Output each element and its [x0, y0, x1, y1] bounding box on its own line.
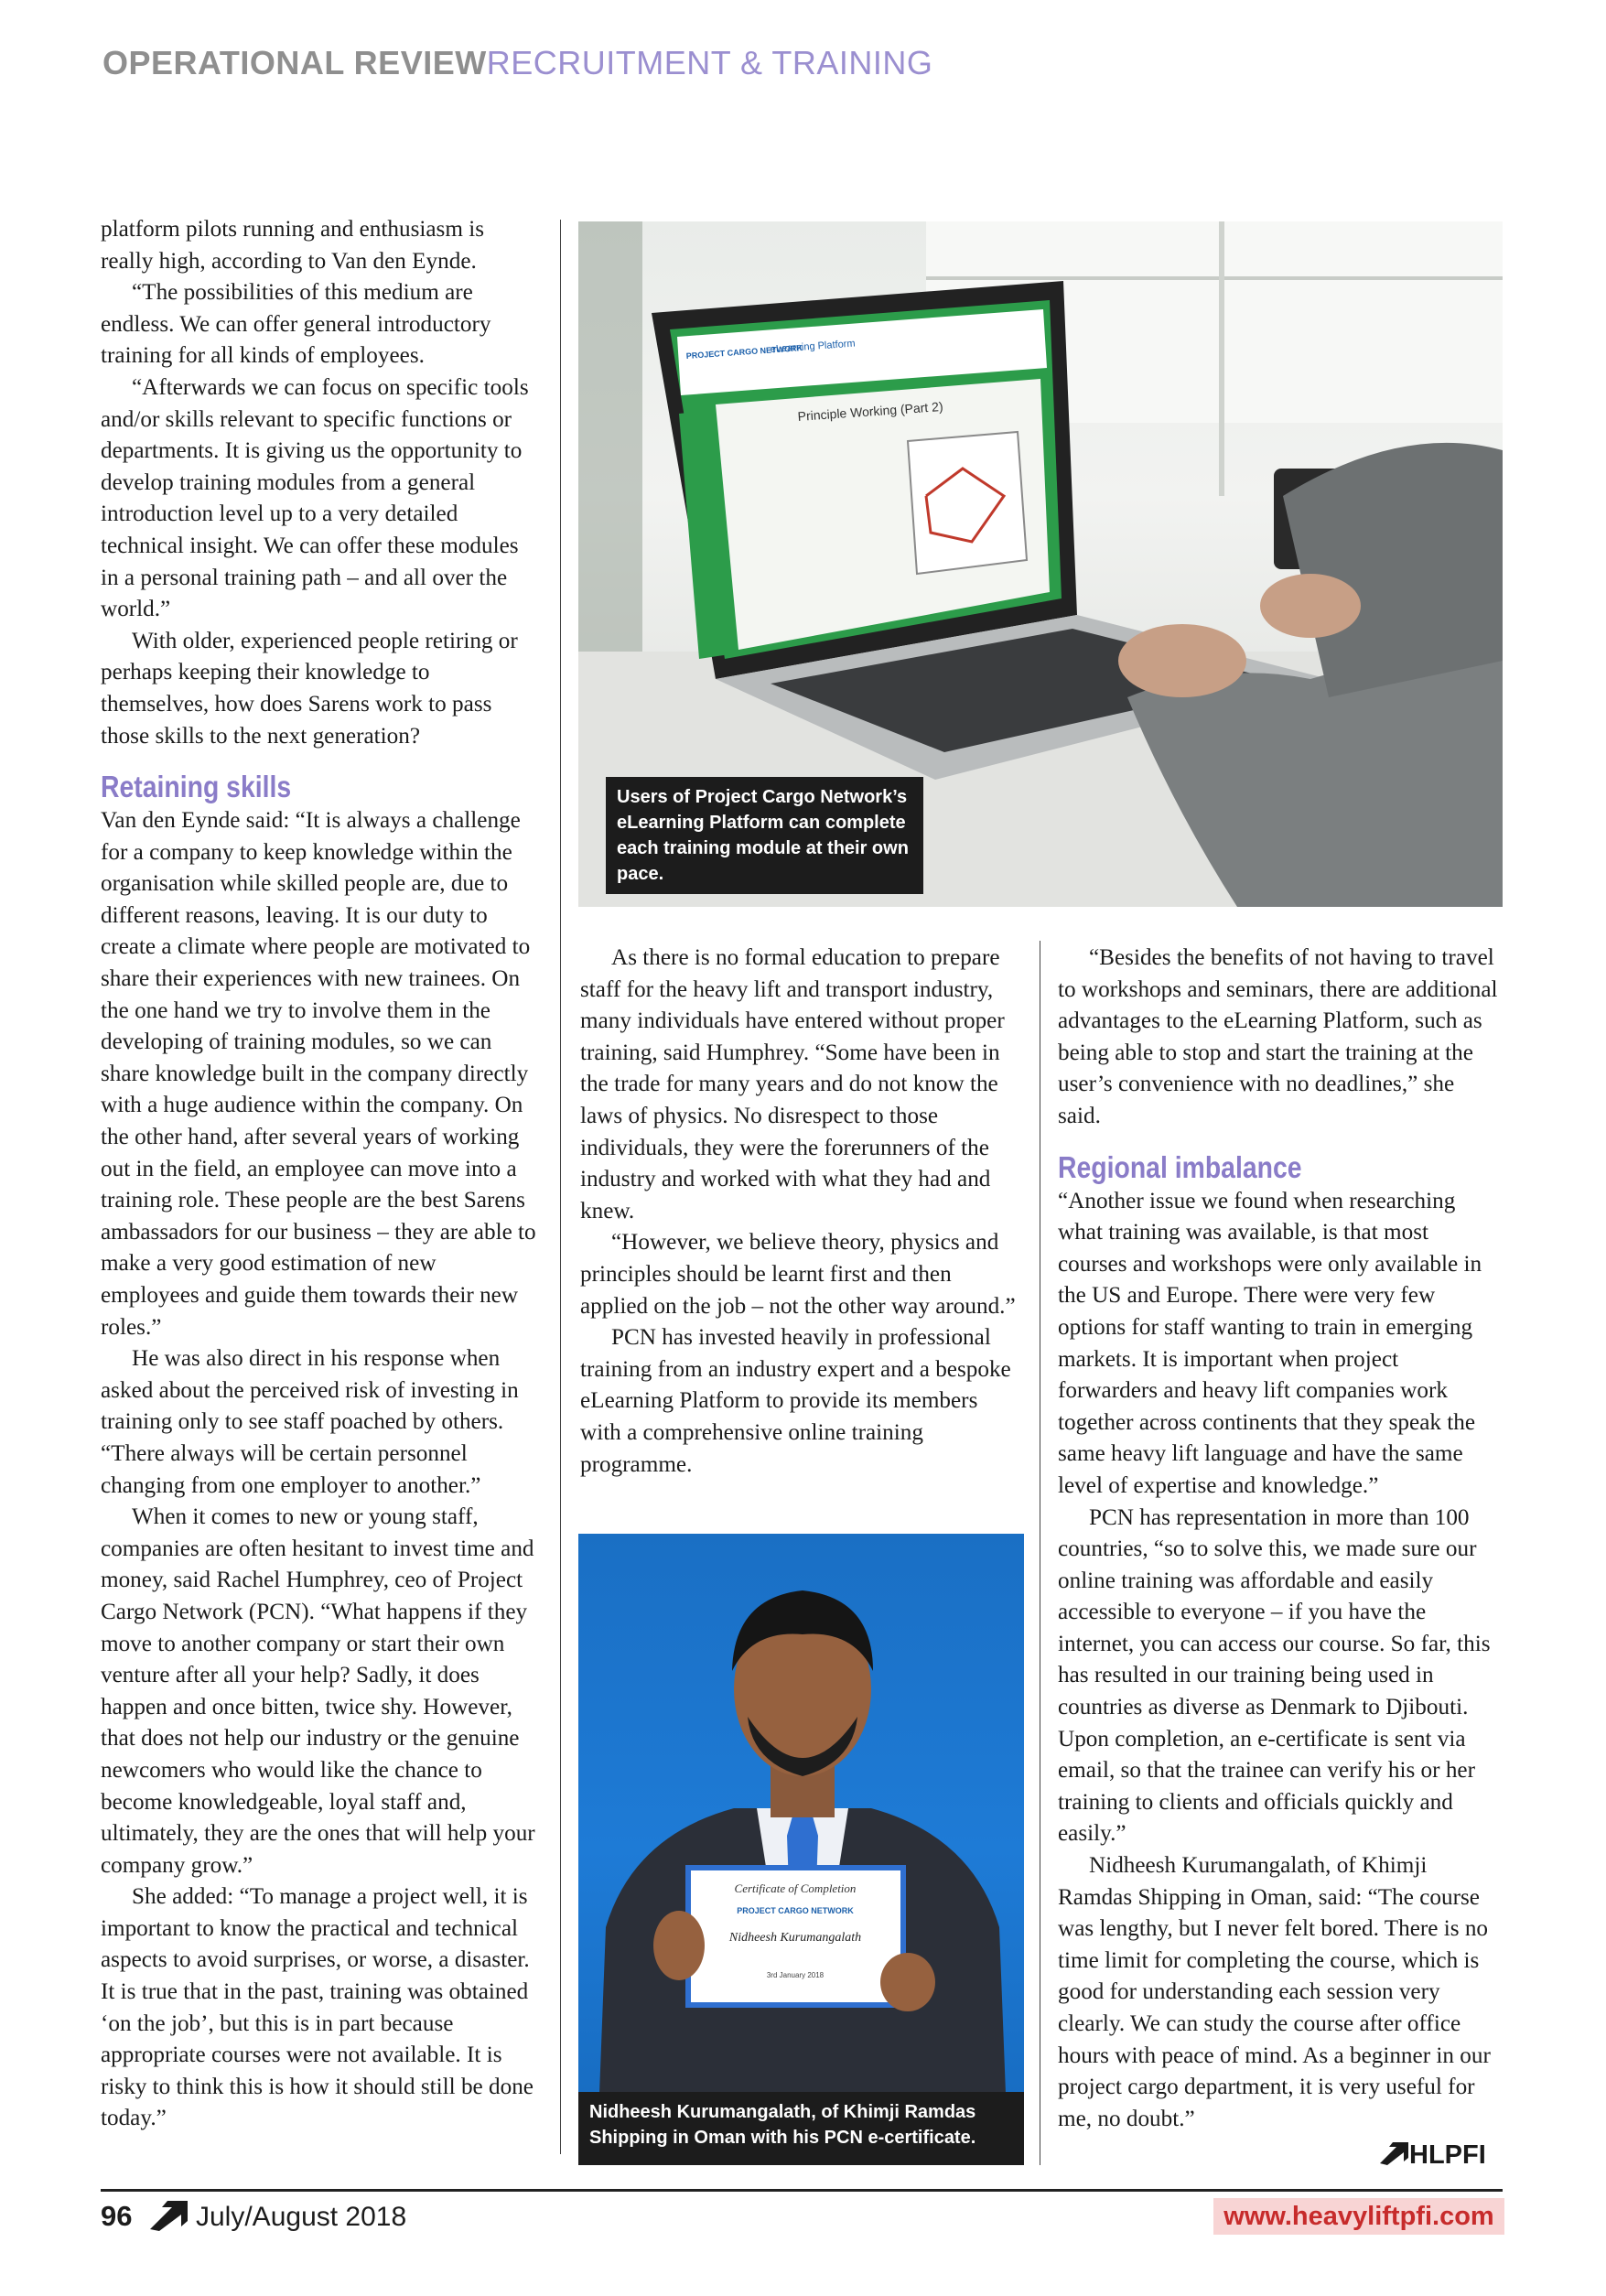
- article-column-1: [101, 214, 540, 2135]
- subsection-title: RECRUITMENT & TRAINING: [486, 44, 933, 81]
- certificate-photo-caption: [578, 2092, 1024, 2165]
- section-header: [102, 44, 932, 82]
- paragraph: He was also direct in his response when asked about the perceived risk of investing in training only to see staff poached by others. “There always will be certain personnel changing from one employer to another.”: [101, 1346, 519, 1498]
- paragraph: She added: “To manage a project well, it is important to know the practical and technical aspects to avoid surprises, or worse, a disaster. It is true that in the past, training was obtained ‘on the job’, but this is in part because appropriate courses were not available. It is risky to think this is how it should still be done today.”: [101, 1884, 534, 2131]
- paragraph: “Besides the benefits of not having to travel to workshops and seminars, there are additional advantages to the eLearning Platform, such as being able to stop and start the training at the user’s convenience with no deadlines,” she said.: [1058, 945, 1498, 1128]
- paragraph: When it comes to new or young staff, companies are often hesitant to invest time and money, said Rachel Humphrey, ceo of Project Cargo Network (PCN). “What happens if they move to another company or start their own venture after all your help? Sadly, it does happen and once bitten, twice shy. However, that does not help our industry or the genuine newcomers who would like the chance to become knowledgeable, loyal staff and, ultimately, they are the ones that will help your company grow.”: [101, 1504, 535, 1878]
- certificate-logo-text: PROJECT CARGO NETWORK: [737, 1906, 854, 1915]
- paragraph: “Another issue we found when researching what training was available, is that most courses and workshops were only available in the US and Europe. There were very few options for staff wanting to train in emerging markets. It is important when project forwarders and heavy lift companies work together across continents that they speak the same heavy lift language and have the same level of expertise and knowledge.”: [1058, 1188, 1482, 1498]
- website-url[interactable]: www.heavyliftpfi.com: [1213, 2198, 1504, 2235]
- paragraph: platform pilots running and enthusiasm is really high, according to Van den Eynde.: [101, 217, 485, 274]
- certificate-date-text: 3rd January 2018: [766, 1971, 825, 1979]
- hlpfi-arrow-icon: [1378, 2141, 1409, 2165]
- paragraph: “The possibilities of this medium are endless. We can offer general introductory training for all kinds of employees.: [101, 280, 491, 369]
- issue-date: July/August 2018: [196, 2202, 407, 2232]
- paragraph: Nidheesh Kurumangalath, of Khimji Ramdas Shipping in Oman, said: “The course was lengthy, but I never felt bored. There is no time limit for completing the course, which is good for understanding each session very clearly. We can study the course after office hours with peace of mind. As a beginner in our project cargo department, it is very useful for me, no doubt.”: [1058, 1853, 1491, 2131]
- paragraph: With older, experienced people retiring or perhaps keeping their knowledge to themselves, how does Sarens work to pass those skills to the next generation?: [101, 628, 518, 749]
- person-with-certificate-illustration: [578, 1534, 1024, 2165]
- section-title: OPERATIONAL REVIEW: [102, 44, 487, 81]
- subheading-retaining-skills: Retaining skills: [101, 770, 292, 804]
- paragraph: “However, we believe theory, physics and principles should be learnt first and then applied on the job – not the other way around.”: [580, 1230, 1016, 1319]
- end-mark-text: HLPFI: [1409, 2140, 1486, 2170]
- column-rule: [560, 220, 561, 2154]
- paragraph: PCN has invested heavily in professional training from an industry expert and a bespoke eLearning Platform to provide its members with a comprehensive online training programme.: [580, 1325, 1011, 1477]
- caption-text: Nidheesh Kurumangalath, of Khimji Ramdas Shipping in Oman with his PCN e-certificate.: [589, 2102, 976, 2148]
- caption-text: Users of Project Cargo Network’s eLearning Platform can complete each training module at their own pace.: [617, 787, 909, 884]
- certificate-name-text: Nidheesh Kurumangalath: [728, 1931, 862, 1945]
- subheading-regional-imbalance: Regional imbalance: [1058, 1149, 1302, 1184]
- footer-rule: [101, 2189, 1503, 2192]
- certificate-title-text: Certificate of Completion: [734, 1881, 857, 1895]
- article-column-3: [1058, 943, 1501, 2135]
- paragraph: “Afterwards we can focus on specific tools and/or skills relevant to specific functions or departments. It is giving us the opportunity to develop training modules from a general introduction level up to a very detailed technical insight. We can offer these modules in a personal training path – and all over the world.”: [101, 374, 529, 622]
- end-mark: [1378, 2140, 1486, 2171]
- screen-logo-text: PROJECT CARGO NETWORK: [685, 343, 803, 361]
- laptop-photo-caption: [606, 777, 923, 894]
- paragraph: As there is no formal education to prepare staff for the heavy lift and transport industry, many individuals have entered without proper training, said Humphrey. “Some have been in the trade for many years and do not know the laws of physics. No disrespect to those individuals, they were the forerunners of the industry and worked with what they had and knew.: [580, 945, 1005, 1223]
- paragraph: Van den Eynde said: “It is always a challenge for a company to keep knowledge within the organisation while skilled people are, due to different reasons, leaving. It is our duty to create a climate where people are motivated to share their experiences with new trainees. On the one hand we try to involve them in the developing of training modules, so we can share knowledge built in the company directly with a huge audience within the company. On the other hand, after several years of working out in the field, an employee can move into a training role. These people are the best Sarens ambassadors for our business – they are able to make a very good estimation of new employees and guide them towards their new roles.”: [101, 808, 536, 1340]
- screen-app-text: eLearning Platform: [770, 338, 856, 355]
- publication-arrow-icon: [148, 2200, 189, 2231]
- page-number: 96: [101, 2200, 133, 2232]
- article-column-2: [580, 943, 1021, 1481]
- screen-title-text: Principle Working (Part 2): [797, 398, 944, 424]
- certificate-photo: [578, 1534, 1024, 2165]
- paragraph: PCN has representation in more than 100 countries, “so to solve this, we made sure our online training was affordable and easily accessible to everyone – if you have the internet, you can access our course. So far, this has resulted in our training being used in countries as diverse as Denmark to Djibouti. Upon completion, an e-certificate is sent via email, so that the trainee can verify his or her training to clients and officials quickly and easily.”: [1058, 1504, 1491, 1847]
